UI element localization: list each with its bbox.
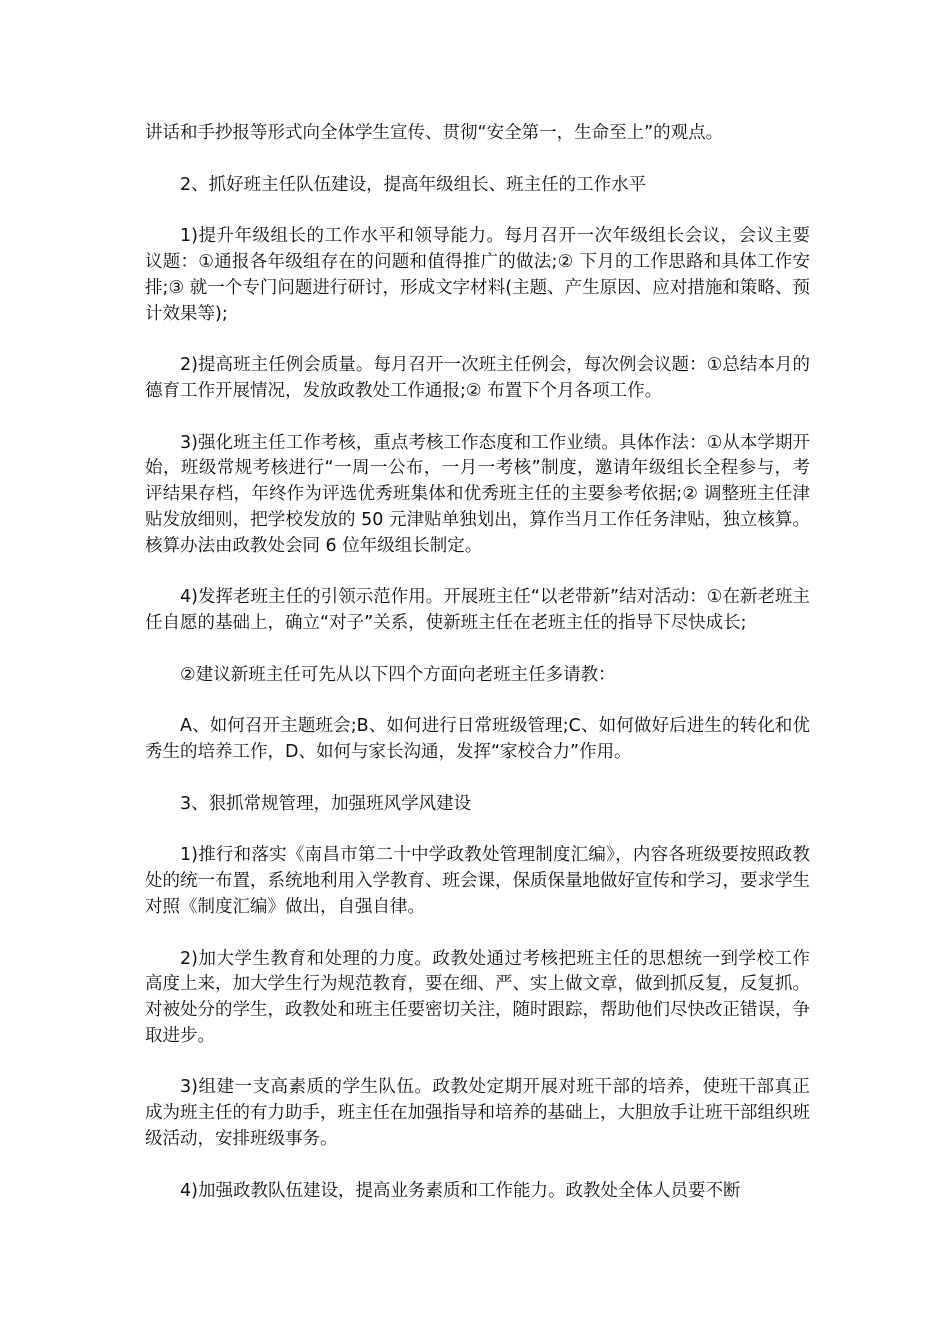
section-heading-class-teacher-team: 2、抓好班主任队伍建设，提高年级组长、班主任的工作水平 (180, 174, 647, 195)
paragraph-grade-leader: 1)提升年级组长的工作水平和领导能力。每月召开一次年级组长会议，会议主要议题：①通报各年级组存在的问题和值得推广的做法;② 下月的工作思路和具体工作安排;③ 就一个专门问题进行研讨，形成文字材料(主题、产生原因、应对措施和策略、预计效果等); (145, 226, 810, 324)
document-body (145, 121, 810, 1230)
paragraph-mentoring: 4)发挥老班主任的引领示范作用。开展班主任“以老带新”结对活动：①在新老班主任自愿的基础上，确立“对子”关系，使新班主任在老班主任的指导下尽快成长; (145, 587, 810, 634)
paragraph-safety-continuation: 讲话和手抄报等形式向全体学生宣传、贯彻“安全第一，生命至上”的观点。 (145, 123, 724, 143)
paragraph-consult-advice: ②建议新班主任可先从以下四个方面向老班主任多请教： (180, 664, 616, 685)
paragraph-student-cadres: 3)组建一支高素质的学生队伍。政教处定期开展对班干部的培养，使班干部真正成为班主任的有力助手，班主任在加强指导和培养的基础上，大胆放手让班干部组织班级活动，安排班级事务。 (145, 1077, 810, 1150)
paragraph-teacher-assessment: 3)强化班主任工作考核，重点考核工作态度和工作业绩。具体作法：①从本学期开始，班级常规考核进行“一周一公布，一月一考核”制度，邀请年级组长全程参与，考评结果存档，年终作为评选优秀班集体和优秀班主任的主要参考依据;② 调整班主任津贴发放细则，把学校发放的 50 元津贴单独划出，算作当月工作任务津贴，独立核算。核算办法由政教处会同 6 位年级组长制定。 (145, 432, 810, 556)
paragraph-class-teacher-meeting: 2)提高班主任例会质量。每月召开一次班主任例会，每次例会议题：①总结本月的德育工作开展情况，发放政教处工作通报;② 布置下个月各项工作。 (145, 355, 810, 401)
paragraph-student-discipline: 2)加大学生教育和处理的力度。政教处通过考核把班主任的思想统一到学校工作高度上来，加大学生行为规范教育，要在细、严、实上做文章，做到抓反复，反复抓。对被处分的学生，政教处和班主任要密切关注，随时跟踪，帮助他们尽快改正错误，争取进步。 (145, 948, 810, 1046)
paragraph-four-topics: A、如何召开主题班会;B、如何进行日常班级管理;C、如何做好后进生的转化和优秀生的培养工作，D、如何与家长沟通，发挥“家校合力”作用。 (145, 716, 810, 763)
section-heading-routine-management: 3、狠抓常规管理，加强班风学风建设 (180, 793, 472, 814)
paragraph-staff-development: 4)加强政教队伍建设，提高业务素质和工作能力。政教处全体人员要不断 (180, 1180, 741, 1201)
paragraph-rules-compilation: 1)推行和落实《南昌市第二十中学政教处管理制度汇编》，内容各班级要按照政教处的统一布置，系统地利用入学教育、班会课，保质保量地做好宣传和学习，要求学生对照《制度汇编》做出，自强自律。 (145, 845, 810, 917)
